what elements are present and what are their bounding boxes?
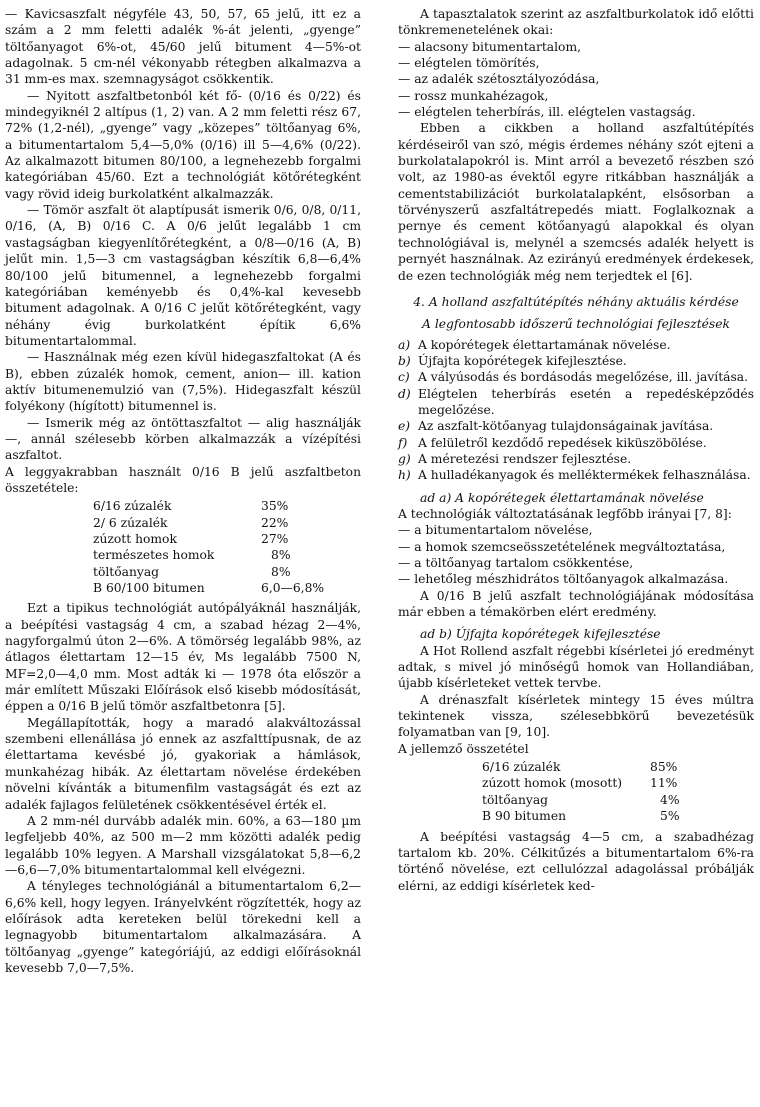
list-item: — a töltőanyag tartalom csökkentése, <box>398 556 634 570</box>
subsection-heading: ad b) Újfajta kopórétegek kifejlesztése <box>420 627 661 642</box>
list-item: — alacsony bitumentartalom, <box>398 39 582 54</box>
paragraph: — Használnak még ezen kívül hidegaszfaltokat (A és B), ebben zúzalék homok, cement, anion— ill. kation aktív bitumenemulzió van (7,5%). Hidegaszfalt készül folyékony (hígított) bitumennel is. <box>5 350 361 414</box>
list-item <box>398 369 754 385</box>
list-item <box>398 435 754 451</box>
list-text: A kopórétegek élettartamának növelése. <box>418 337 671 352</box>
list-item <box>398 467 754 483</box>
list-label: g) <box>398 451 411 466</box>
composition-table <box>482 759 680 824</box>
list-text: A méretezési rendszer fejlesztése. <box>418 451 632 466</box>
list-item <box>398 418 754 434</box>
right-column <box>398 6 754 894</box>
paragraph: Megállapították, hogy a maradó alakváltozással szembeni ellenállása jó ennek az aszfalttípusnak, de az élettartama kevésbé jó, gyakoriak a hámlások, munkahézag hibák. Az élettartam növelése érdekében növelni kívánták a bitumenfilm vastagságát és ezt az adalék fajlagos felületének csökkentésével érték el. <box>5 715 361 812</box>
subsection-title: A legfontosabb időszerű technológiai fejlesztések <box>422 317 730 332</box>
list-label: h) <box>398 468 411 483</box>
list-item <box>398 451 754 467</box>
composition-table <box>93 498 324 596</box>
paragraph: A beépítési vastagság 4—5 cm, a szabadhézag tartalom kb. 20%. Célkitűzés a bitumentartalom 6%-ra történő növelése, ezt cellulózzal adagolással próbálják elérni, az eddigi kísérletek ked- <box>398 829 754 893</box>
directions-list <box>398 522 754 587</box>
list-item: — rossz munkahézagok, <box>398 88 549 103</box>
list-label: d) <box>398 386 411 401</box>
paragraph: A technológiák változtatásának legfőbb irányai [7, 8]: <box>398 506 732 521</box>
table-row: töltőanyag 4% <box>482 792 680 807</box>
paragraph: A 0/16 B jelű aszfalt technológiájának módosítása már ebben a témakörben elért eredmény. <box>398 588 754 620</box>
table-row: zúzott homok (mosott) 11% <box>482 776 678 791</box>
list-label: c) <box>398 370 410 385</box>
table-row: zúzott homok 27% <box>93 532 289 546</box>
paragraph: A 2 mm-nél durvább adalék min. 60%, a 63—180 µm legfeljebb 40%, az 500 m—2 mm közötti adalék pedig legalább 10% legyen. A Marshall vizsgálatokat 5,8—6,2—6,6—7,0% bitumentartalommal kell elvégezni. <box>5 813 361 877</box>
list-label: b) <box>398 353 411 368</box>
list-text: A vályúsodás és bordásodás megelőzése, ill. javítása. <box>418 370 749 385</box>
list-item: — a homok szemcseösszetételének megváltoztatása, <box>398 539 726 554</box>
table-row: 6/16 zúzalék 35% <box>93 499 289 514</box>
paragraph: A tényleges technológiánál a bitumentartalom 6,2—6,6% kell, hogy legyen. Irányelvként rögzítették, hogy az előírások adta kereteken belül törekedni kell a legnagyobb bitumentartalom alkalmazására. A töltőanyag „gyenge” kategóriájú, az eddigi előírásoknál kevesebb 7,0—7,5%. <box>5 879 361 975</box>
list-item: — az adalék szétosztályozódása, <box>398 72 600 87</box>
section-title: 4. A holland aszfaltútépítés néhány aktuális kérdése <box>413 294 739 309</box>
causes-list <box>398 39 754 121</box>
list-item <box>398 386 754 419</box>
paragraph: Ebben a cikkben a holland aszfaltútépítés kérdéseiről van szó, mégis érdemes néhány szót ejteni a burkolatalapokról is. Mint arról a bevezető részben szó volt, az 1980-as évektől egyre ritkábban használják a cementstabilizációt burkolatalapként, elsősorban a törvényszerű aszfaltátrepedés miatt. Foglalkoznak a pernye és cement kötőanyagú alapokkal és olyan technológiával is, melynél a szemcsés adalék helyett is pernyét használnak. Az ezirányú eredmények érdekesek, de ezen technológiák még nem terjedtek el [6]. <box>398 121 754 283</box>
subsection-heading: ad a) A kopórétegek élettartamának növelése <box>420 490 704 505</box>
table-row: természetes homok 8% <box>93 548 291 563</box>
list-label: f) <box>398 435 408 450</box>
list-text: A hulladékanyagok és melléktermékek felhasználása. <box>418 468 751 483</box>
paragraph: A Hot Rollend aszfalt régebbi kísérletei jó eredményt adtak, s mivel jó minőségű homok van Hollandiában, újabb kísérleteket vettek tervbe. <box>398 643 754 691</box>
list-item: — lehetőleg mészhidrátos töltőanyagok alkalmazása. <box>398 572 729 587</box>
list-item <box>398 353 754 369</box>
table-row: B 90 bitumen 5% <box>482 809 680 824</box>
paragraph: — Nyitott aszfaltbetonból két fő- (0/16 és 0/22) és mindegyiknél 2 altípus (1, 2) van. A 2 mm feletti rész 67, 72% (1,2-nél), „gyenge” vagy „közepes” töltőanyag 6%, a bitumentartalom 5,4—5,0% (0/16) ill 5—4,6% (0/22). Az alkalmazott bitumen 80/100, a legnehezebb forgalmi kategóriában 45/60. Ezt a technológiát kötőrétegként vagy rövid ideig burkolatként alkalmazzák. <box>5 88 361 201</box>
table-row: 6/16 zúzalék 85% <box>482 760 678 775</box>
paragraph: — Kavicsaszfalt négyféle 43, 50, 57, 65 jelű, itt ez a szám a 2 mm feletti adalék %-át jelenti, „gyenge” töltőanyagot 6%-ot, 45/60 jelű bitument 4—5%-ot adagolnak. 5 cm-nél vékonyabb rétegben alkalmazva a 31 mm-es max. szemnagyságot csökkentik. <box>5 7 361 87</box>
paragraph: A tapasztalatok szerint az aszfaltburkolatok idő előtti tönkremenetelének okai: <box>398 7 754 38</box>
table-row: 2/ 6 zúzalék 22% <box>93 515 289 530</box>
list-item <box>398 337 754 353</box>
list-item: — elégtelen tömörítés, <box>398 56 540 71</box>
left-column <box>5 6 361 976</box>
list-item: — a bitumentartalom növelése, <box>398 523 593 538</box>
developments-list <box>398 337 754 484</box>
table-row: B 60/100 bitumen 6,0—6,8% <box>93 581 325 596</box>
list-text: Újfajta kopórétegek kifejlesztése. <box>418 353 627 368</box>
paragraph: A drénaszfalt kísérletek mintegy 15 éves múltra tekintenek vissza, szélesebbkörű bevezetésük folyamatban van [9, 10]. <box>398 692 754 740</box>
list-label: a) <box>398 337 411 352</box>
paragraph: — Tömör aszfalt öt alaptípusát ismerik 0/6, 0/8, 0/11, 0/16, (A, B) 0/16 C. A 0/6 jelűt legalább 1 cm vastagságban kiegyenlítőrétegként, a 0/8—0/16 (A, B) jelűt min. 1,5—3 cm vastagságban készítik 6,8—6,4% 80/100 jelű bitumennel, a legnehezebb forgalmi kategóriában keményebb és 0,4%-kal kevesebb bitument adagolnak. A 0/16 C jelűt kötőrétegként, vagy néhány évig burkolatként építik 6,6% bitumentartalommal. <box>5 203 361 348</box>
paragraph: A leggyakrabban használt 0/16 B jelű aszfaltbeton összetétele: <box>5 464 361 495</box>
table-row: töltőanyag 8% <box>93 564 291 579</box>
list-text: A felületről kezdődő repedések kiküszöbölése. <box>418 435 707 450</box>
list-text: Elégtelen teherbírás esetén a repedésképződés megelőzése. <box>418 386 754 417</box>
paragraph: — Ismerik még az öntöttaszfaltot — alig használják —, annál szélesebb körben alkalmazzák a vízépítési aszfaltot. <box>5 415 361 463</box>
paragraph: Ezt a tipikus technológiát autópályáknál használják, a beépítési vastagság 4 cm, a szabad hézag 2—4%, nagyforgalmú úton 2—6%. A tömörség legalább 98%, az átlagos élettartam 12—15 év, Ms legalább 7500 N, MF=2,0—4,0 mm. Most adták ki — 1978 óta először a már említett Műszaki Előírások első kisebb módosítását, éppen a 0/16 B jelű tömör aszfaltbetonra [5]. <box>5 601 361 714</box>
list-label: e) <box>398 419 411 434</box>
paragraph: A jellemző összetétel <box>398 741 529 756</box>
list-text: Az aszfalt-kötőanyag tulajdonságainak javítása. <box>418 419 714 434</box>
list-item: — elégtelen teherbírás, ill. elégtelen vastagság. <box>398 105 696 120</box>
